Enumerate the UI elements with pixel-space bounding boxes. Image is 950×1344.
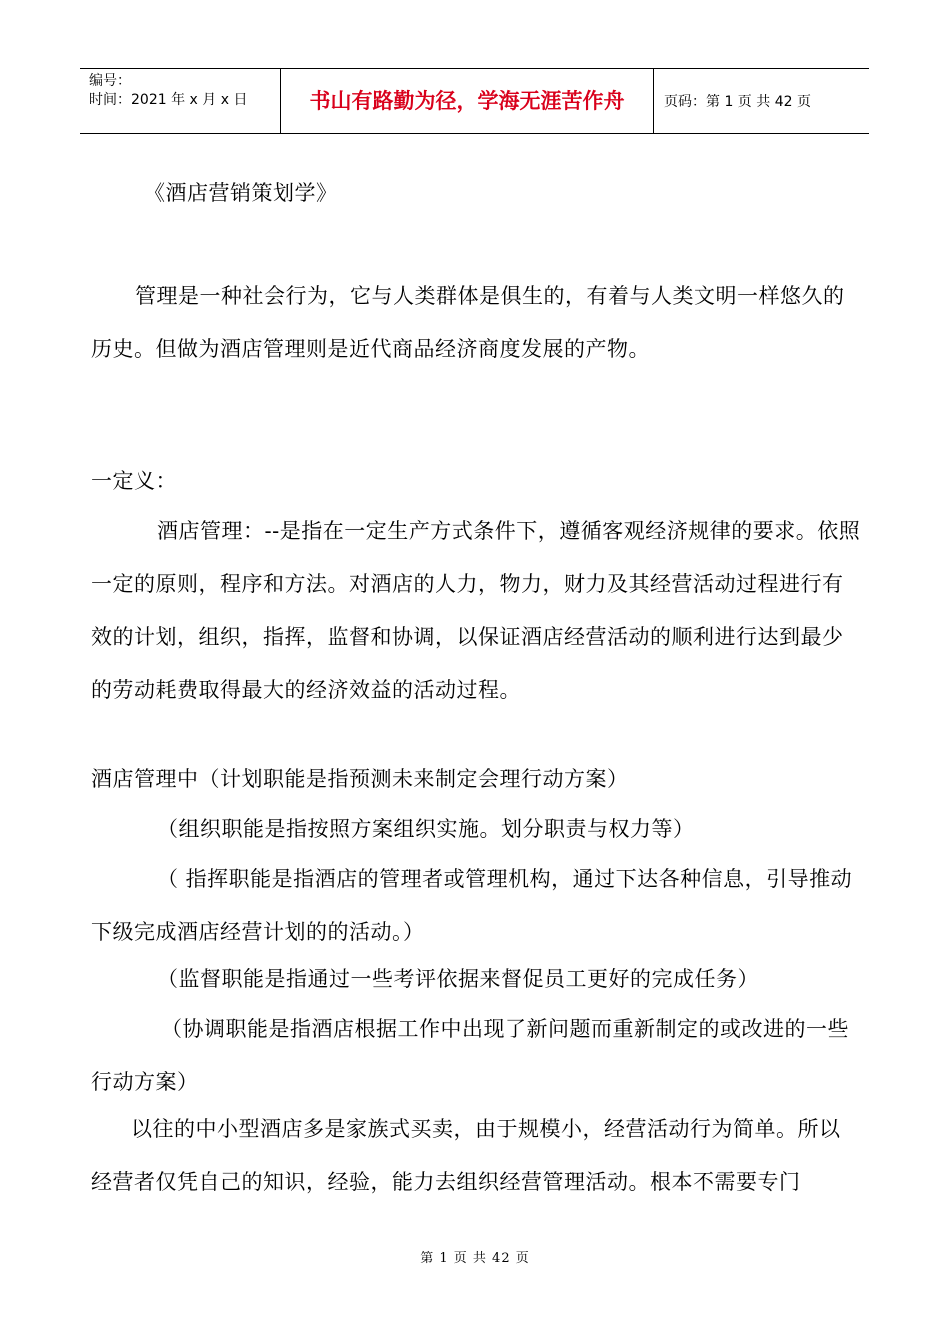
document-number-label: 编号： (89, 73, 131, 89)
section-heading: 一定义： (91, 469, 177, 493)
page-header (80, 68, 869, 134)
definition-paragraph: 酒店管理：--是指在一定生产方式条件下，遵循客观经济规律的要求。依照一定的原则，程序和方法。对酒店的人力，物力，财力及其经营活动过程进行有效的计划，组织，指挥，监督和协调，以保证酒店经营活动的顺利进行达到最少的劳动耗费取得最大的经济效益的活动过程。 (91, 519, 861, 702)
functions-intro: 酒店管理中（计划职能是指预测未来制定会理行动方案） (91, 767, 629, 791)
intro-paragraph: 管理是一种社会行为，它与人类群体是俱生的，有着与人类文明一样悠久的历史。但做为酒店管理则是近代商品经济商度发展的产物。 (91, 284, 845, 361)
function-supervise: （监督职能是指通过一些考评依据来督促员工更好的完成任务） (157, 967, 759, 991)
header-motto: 书山有路勤为径，学海无涯苦作舟 (281, 69, 654, 133)
history-paragraph: 以往的中小型酒店多是家族式买卖，由于规模小，经营活动行为简单。所以经营者仅凭自己的知识，经验，能力去组织经营管理活动。根本不需要专门 (91, 1117, 841, 1194)
header-meta (80, 69, 281, 133)
function-coordinate: （协调职能是指酒店根据工作中出现了新问题而重新制定的或改进的一些行动方案） (91, 1017, 849, 1094)
function-command: （ 指挥职能是指酒店的管理者或管理机构，通过下达各种信息，引导推动下级完成酒店经营计划的的活动。） (91, 867, 853, 944)
document-title: 《酒店营销策划学》 (144, 181, 338, 205)
document-date-label: 时间：2021 年 x 月 x 日 (89, 92, 248, 108)
page-footer: 第 1 页 共 42 页 (420, 1251, 530, 1266)
function-organize: （组织职能是指按照方案组织实施。划分职责与权力等） (157, 817, 695, 841)
header-page-info: 页码：第 1 页 共 42 页 (664, 94, 811, 110)
